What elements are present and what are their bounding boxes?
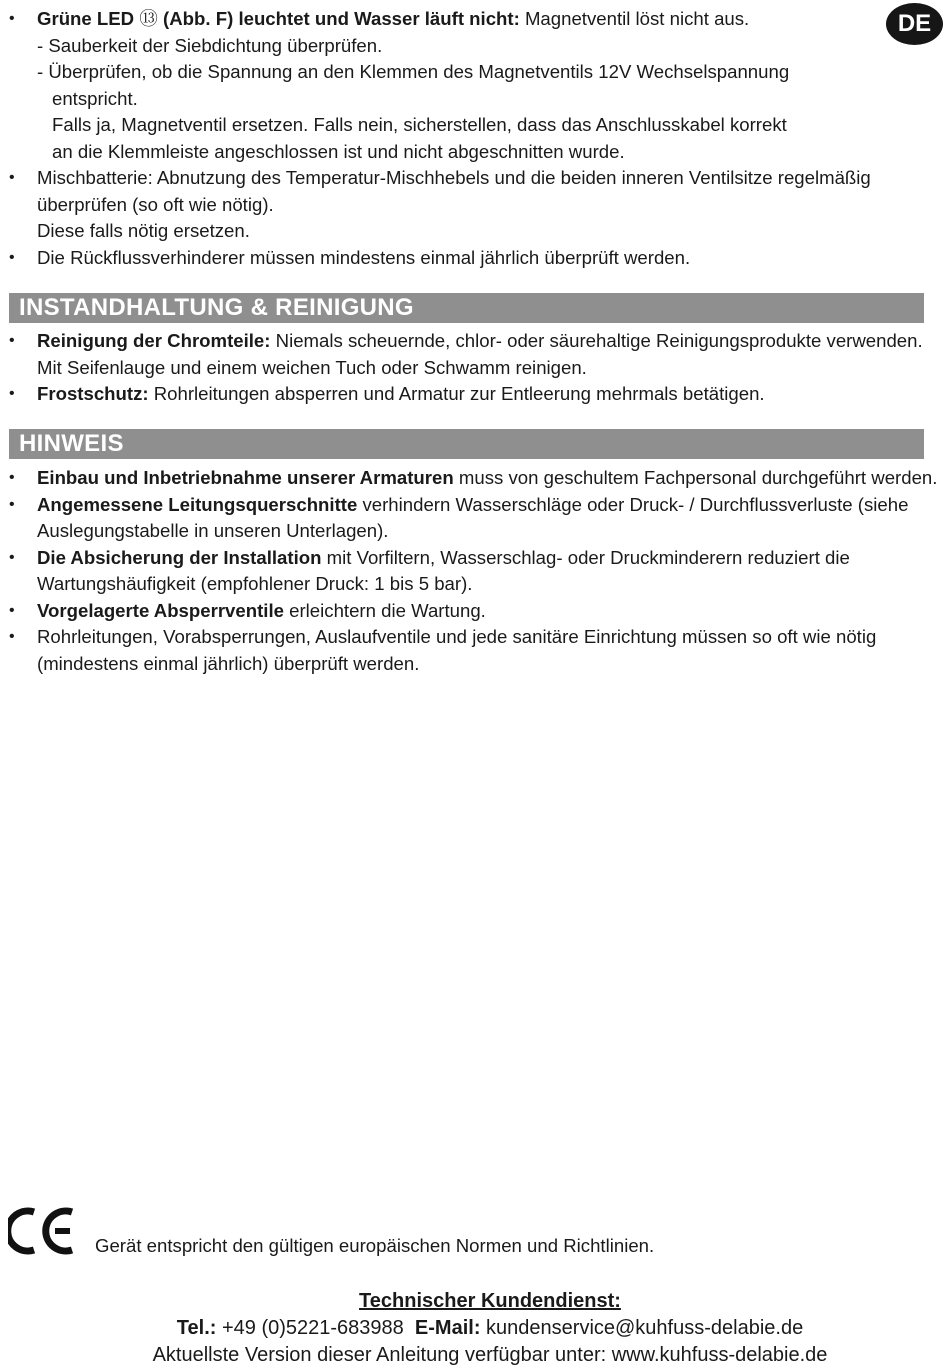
- circled-number: ⑬: [139, 8, 158, 29]
- item-text: erleichtern die Wartung.: [283, 599, 486, 621]
- item-bold: Die Absicherung der Installation: [37, 546, 322, 568]
- conformity-text: Gerät entspricht den gültigen europäischen Normen und Richtlinien.: [95, 1235, 655, 1256]
- service-title: Technischer Kundendienst:: [359, 1290, 621, 1312]
- item-bold: (Abb. F) leuchtet und Wasser läuft nicht:: [157, 8, 520, 29]
- version-line: Aktuellste Version dieser Anleitung verfügbar unter: www.kuhfuss-delabie.de: [152, 1344, 828, 1366]
- note-heading: HINWEIS: [9, 429, 924, 459]
- list-item: [0, 465, 950, 492]
- list-item: [0, 545, 950, 598]
- note-list: [0, 465, 950, 677]
- email-value: kundenservice@kuhfuss-delabie.de: [480, 1317, 804, 1339]
- ce-mark-icon: [8, 1206, 78, 1256]
- maintenance-section: [0, 328, 950, 408]
- maintenance-list: [0, 328, 950, 408]
- item-line: entspricht.: [52, 87, 138, 109]
- item-text: Mischbatterie: Abnutzung des Temperatur-Mischhebels und die beiden inneren Ventilsitze regelmäßig überprüfen (so oft wie nötig).: [37, 167, 871, 215]
- item-bold: Reinigung der Chromteile:: [37, 330, 271, 351]
- list-item: [0, 165, 950, 245]
- item-line: Falls ja, Magnetventil ersetzen. Falls nein, sicherstellen, dass das Anschlusskabel korrekt: [52, 114, 787, 135]
- item-line: an die Klemmleiste angeschlossen ist und nicht abgeschnitten wurde.: [52, 140, 625, 162]
- tel-label: Tel.:: [176, 1317, 217, 1339]
- service-footer: [0, 1288, 950, 1369]
- list-item: [0, 381, 950, 408]
- list-item: [0, 245, 950, 272]
- language-badge: DE: [886, 3, 943, 45]
- email-label: E-Mail:: [414, 1317, 481, 1339]
- maintenance-heading: INSTANDHALTUNG & REINIGUNG: [9, 293, 924, 323]
- contact-line: [0, 1315, 950, 1342]
- list-item: [0, 598, 950, 625]
- list-item: [0, 492, 950, 545]
- item-bold: Frostschutz:: [37, 383, 149, 404]
- list-item: [0, 624, 950, 677]
- troubleshooting-section: [0, 6, 950, 271]
- item-text: muss von geschultem Fachpersonal durchgeführt werden.: [453, 467, 938, 488]
- item-text: Rohrleitungen, Vorabsperrungen, Auslaufventile und jede sanitäre Einrichtung müssen so oft wie nötig (mindestens einmal jährlich) überprüft werden.: [37, 626, 877, 674]
- item-bold: Grüne LED: [37, 8, 140, 29]
- item-line: - Überprüfen, ob die Spannung an den Klemmen des Magnetventils 12V Wechselspannung: [37, 61, 790, 82]
- note-section: [0, 465, 950, 677]
- item-bold: Einbau und Inbetriebnahme unserer Armaturen: [37, 467, 454, 488]
- item-text: mit Vorfiltern, Wasserschlag- oder Druckminderern reduziert die Wartungshäufigkeit (empfohlener Druck: 1 bis 5 bar).: [37, 546, 850, 594]
- item-bold: Vorgelagerte Absperrventile: [37, 599, 284, 621]
- list-item: [0, 328, 950, 381]
- tel-value: +49 (0)5221-683988: [216, 1317, 404, 1339]
- item-text: verhindern Wasserschläge oder Druck- / Durchflussverluste (siehe Auslegungstabelle in unseren Unterlagen).: [37, 493, 909, 541]
- item-line: - Sauberkeit der Siebdichtung überprüfen.: [37, 34, 383, 56]
- item-text: Die Rückflussverhinderer müssen mindestens einmal jährlich überprüft werden.: [37, 246, 691, 268]
- item-text: Niemals scheuernde, chlor- oder säurehaltige Reinigungsprodukte verwenden. Mit Seifenlauge und einem weichen Tuch oder Schwamm reinigen.: [37, 330, 923, 378]
- item-text: Rohrleitungen absperren und Armatur zur Entleerung mehrmals betätigen.: [148, 383, 765, 404]
- item-bold: Angemessene Leitungsquerschnitte: [37, 493, 358, 515]
- item-text: Magnetventil löst nicht aus.: [519, 8, 750, 29]
- troubleshooting-list: [0, 6, 950, 271]
- item-line: Diese falls nötig ersetzen.: [37, 220, 250, 241]
- list-item: [0, 6, 950, 165]
